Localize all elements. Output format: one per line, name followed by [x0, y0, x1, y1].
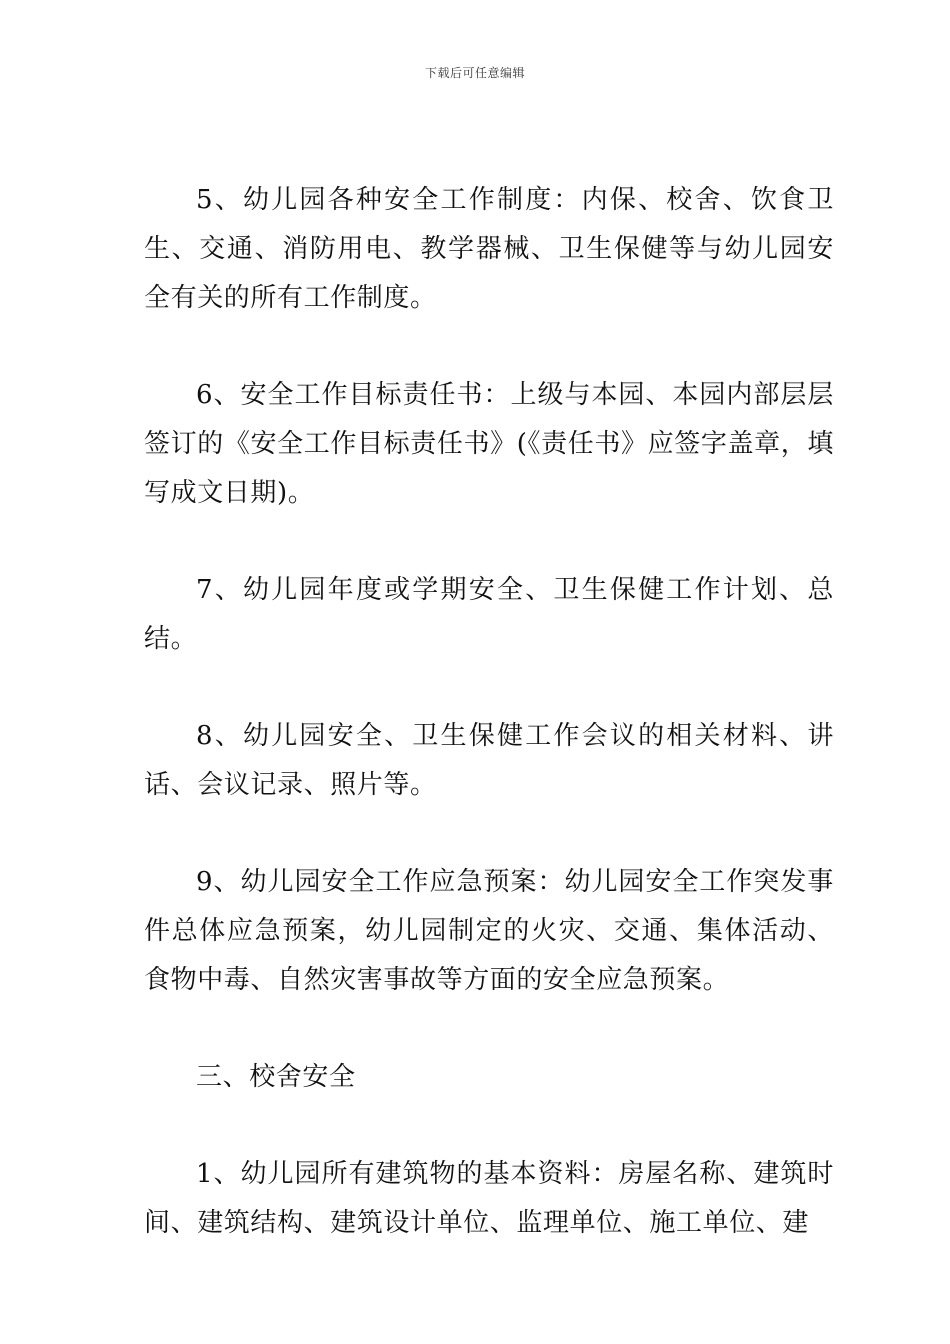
paragraph-item-5: 5、幼儿园各种安全工作制度：内保、校舍、饮食卫生、交通、消防用电、教学器械、卫生保健等与幼儿园安全有关的所有工作制度。 [144, 185, 834, 313]
paragraph-section-item-1: 1、幼儿园所有建筑物的基本资料：房屋名称、建筑时间、建筑结构、建筑设计单位、监理单位、施工单位、建 [144, 1159, 834, 1238]
paragraph-item-9: 9、幼儿园安全工作应急预案：幼儿园安全工作突发事件总体应急预案，幼儿园制定的火灾、交通、集体活动、食物中毒、自然灾害事故等方面的安全应急预案。 [144, 867, 834, 995]
paragraph-item-8: 8、幼儿园安全、卫生保健工作会议的相关材料、讲话、会议记录、照片等。 [144, 721, 834, 800]
document-body [144, 176, 834, 1248]
section-heading: 三、校舍安全 [196, 1062, 356, 1092]
page-header-note: 下载后可任意编辑 [424, 66, 525, 80]
paragraph-item-6: 6、安全工作目标责任书：上级与本园、本园内部层层签订的《安全工作目标责任书》(《责任书》应签字盖章，填写成文日期)。 [144, 380, 834, 508]
paragraph-item-7: 7、幼儿园年度或学期安全、卫生保健工作计划、总结。 [144, 575, 834, 654]
